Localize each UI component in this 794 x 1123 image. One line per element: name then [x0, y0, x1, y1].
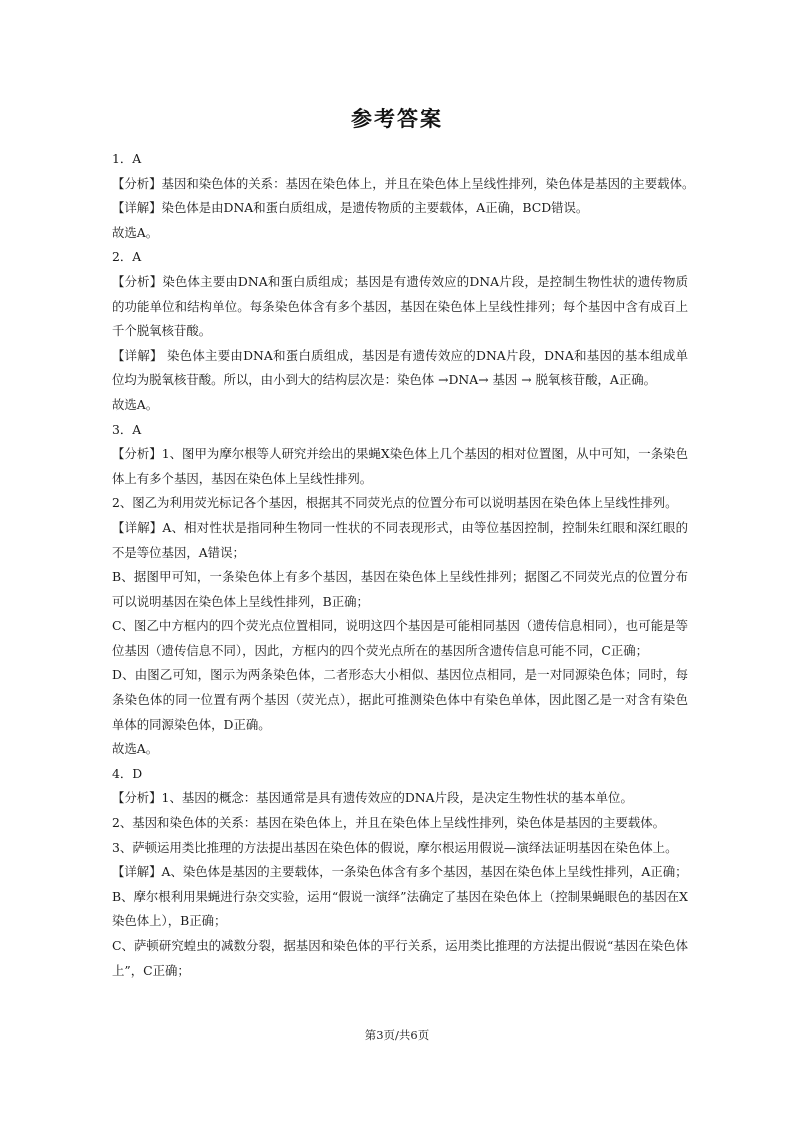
q3-analysis-1: 【分析】1、图甲为摩尔根等人研究并绘出的果蝇X染色体上几个基因的相对位置图，从中可知，一条染色体上有多个基因，基因在染色体上呈线性排列。 — [112, 446, 688, 486]
answer-body — [112, 147, 695, 983]
q2-detail: 【详解】 染色体主要由DNA和蛋白质组成，基因是有遗传效应的DNA片段，DNA和基因的基本组成单位均为脱氧核苷酸。所以，由小到大的结构层次是：染色体 →DNA→ 基因 → 脱氧核苷酸，A正确。 — [112, 347, 688, 388]
page-footer: 第3页/共6页 — [364, 1028, 430, 1042]
q4-number: 4．D — [112, 765, 143, 781]
q3-detail-a: 【详解】A、相对性状是指同种生物同一性状的不同表现形式，由等位基因控制，控制朱红眼和深红眼的不是等位基因，A错误； — [112, 519, 688, 560]
q4-analysis-1: 【分析】1、基因的概念：基因通常是具有遗传效应的DNA片段，是决定生物性状的基本单位。 — [112, 790, 633, 806]
q4-analysis-2: 2、基因和染色体的关系：基因在染色体上，并且在染色体上呈线性排列，染色体是基因的主要载体。 — [112, 815, 666, 831]
q4-detail-b: B、摩尔根利用果蝇进行杂交实验，运用“假说一演绎”法确定了基因在染色体上（控制果蝇眼色的基因在X染色体上），B正确； — [112, 888, 688, 929]
q3-detail-d: D、由图乙可知，图示为两条染色体，二者形态大小相似、基因位点相同，是一对同源染色体；同时，每条染色体的同一位置有两个基因（荧光点），据此可推测染色体中有染色单体，因此图乙是一对含有染色单体的同源染色体，D正确。 — [112, 667, 688, 732]
q1-number: 1．A — [112, 151, 142, 166]
q3-number: 3．A — [112, 421, 142, 437]
q4-analysis-3: 3、萨顿运用类比推理的方法提出基因在染色体的假说，摩尔根运用假说—演绎法证明基因在染色体上。 — [112, 839, 678, 855]
q3-detail-b: B、据图甲可知，一条染色体上有多个基因，基因在染色体上呈线性排列；据图乙不同荧光点的位置分布可以说明基因在染色体上呈线性排列，B正确； — [112, 569, 688, 609]
q4-detail-a: 【详解】A、染色体是基因的主要载体，一条染色体含有多个基因，基因在染色体上呈线性排列，A正确； — [112, 864, 688, 880]
q3-conclusion: 故选A。 — [112, 741, 159, 757]
q1-analysis: 【分析】基因和染色体的关系：基因在染色体上，并且在染色体上呈线性排列，染色体是基因的主要载体。 — [112, 175, 695, 191]
q1-detail: 【详解】染色体是由DNA和蛋白质组成，是遗传物质的主要载体，A正确，BCD错误。 — [112, 200, 589, 216]
q1-conclusion: 故选A。 — [112, 224, 159, 240]
q2-conclusion: 故选A。 — [112, 396, 159, 412]
q3-detail-c: C、图乙中方框内的四个荧光点位置相同，说明这四个基因是可能相同基因（遗传信息相同），也可能是等位基因（遗传信息不同），因此，方框内的四个荧光点所在的基因所含遗传信息可能不同，C正确； — [112, 618, 688, 658]
q2-number: 2．A — [112, 249, 142, 265]
q4-detail-c: C、萨顿研究蝗虫的减数分裂，据基因和染色体的平行关系，运用类比推理的方法提出假说“基因在染色体上”，C正确； — [112, 938, 688, 978]
page-title: 参考答案 — [351, 106, 443, 131]
q3-analysis-2: 2、图乙为利用荧光标记各个基因，根据其不同荧光点的位置分布可以说明基因在染色体上呈线性排列。 — [112, 495, 678, 511]
q2-analysis: 【分析】染色体主要由DNA和蛋白质组成；基因是有遗传效应的DNA片段，是控制生物性状的遗传物质的功能单位和结构单位。每条染色体含有多个基因，基因在染色体上呈线性排列；每个基因中含有成百上千个脱氧核苷酸。 — [112, 273, 688, 339]
